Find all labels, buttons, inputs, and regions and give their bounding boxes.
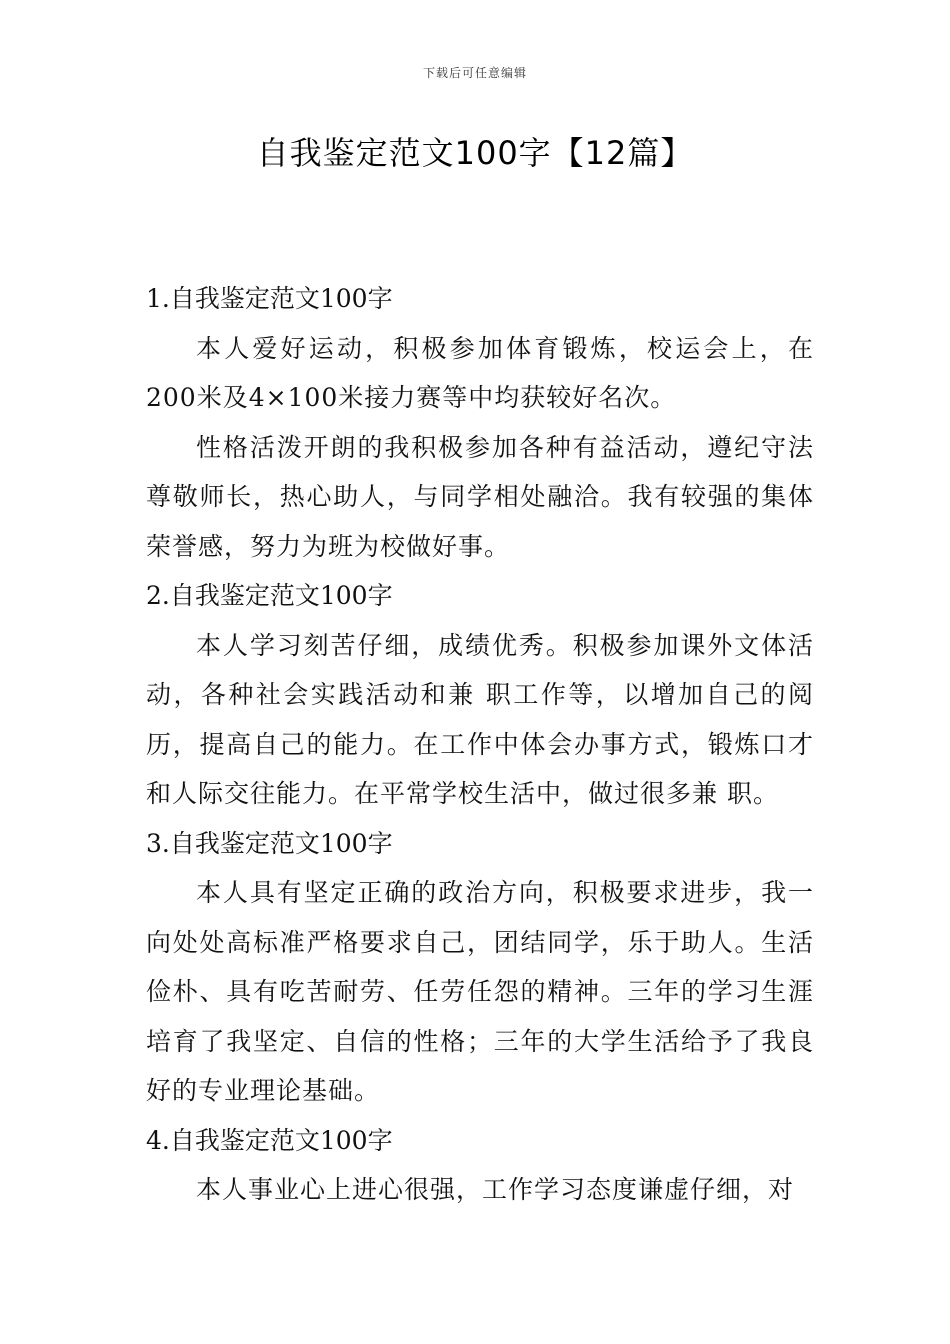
- document-body: [146, 274, 814, 1215]
- section-heading: 1.自我鉴定范文100字: [146, 284, 393, 313]
- paragraph: 本人爱好运动，积极参加体育锻炼，校运会上，在200米及4×100米接力赛等中均获较好名次。: [146, 333, 814, 412]
- document-title: 自我鉴定范文100字【12篇】: [256, 134, 694, 172]
- page-header-note: 下载后可任意编辑: [422, 66, 527, 80]
- section-1: [146, 274, 814, 571]
- paragraph: 性格活泼开朗的我积极参加各种有益活动，遵纪守法尊敬师长，热心助人，与同学相处融洽。我有较强的集体荣誉感，努力为班为校做好事。: [146, 432, 814, 561]
- section-heading: 3.自我鉴定范文100字: [146, 828, 393, 858]
- paragraph: 本人具有坚定正确的政治方向，积极要求进步，我一向处处高标准严格要求自己，团结同学，乐于助人。生活俭朴、具有吃苦耐劳、任劳任怨的精神。三年的学习生涯培育了我坚定、自信的性格；三年的大学生活给予了我良好的专业理论基础。: [146, 878, 814, 1105]
- section-heading: 2.自我鉴定范文100字: [146, 581, 393, 610]
- section-heading: 4.自我鉴定范文100字: [146, 1125, 393, 1155]
- section-3: [146, 819, 814, 1116]
- paragraph: 本人事业心上进心很强，工作学习态度谦虚仔细，对: [196, 1175, 795, 1204]
- section-4: [146, 1116, 814, 1215]
- section-2: [146, 571, 814, 819]
- paragraph: 本人学习刻苦仔细，成绩优秀。积极参加课外文体活动，各种社会实践活动和兼 职工作等，以增加自己的阅历，提高自己的能力。在工作中体会办事方式，锻炼口才和人际交往能力。在平常学校生活中，做过很多兼 职。: [146, 630, 814, 808]
